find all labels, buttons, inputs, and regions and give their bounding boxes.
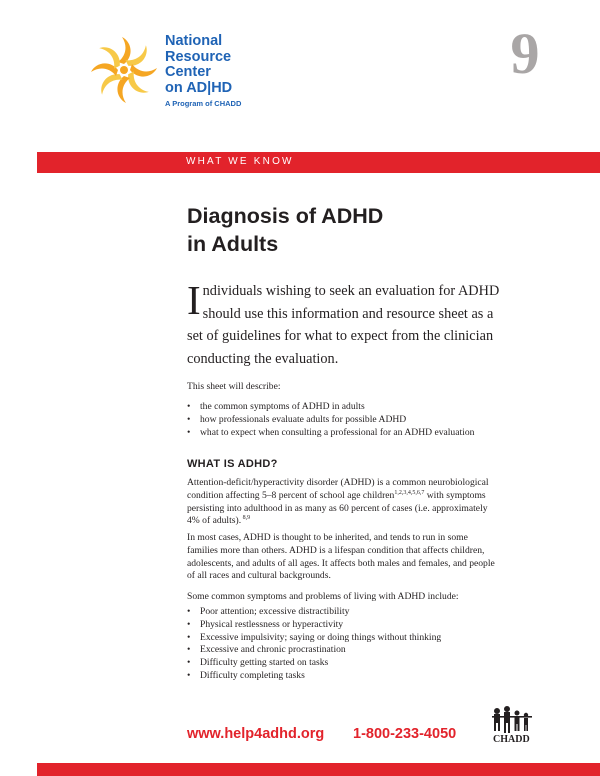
list-item: • Difficulty getting started on tasks: [187, 657, 441, 670]
logo-petal: [91, 63, 118, 76]
organization-name-line: on AD|HD: [165, 79, 233, 96]
paragraph-line: adolescents, and adults of all ages. It affects both males and females, and people: [187, 557, 495, 569]
list-item: • Excessive and chronic procrastination: [187, 644, 441, 657]
logo-petal: [117, 76, 130, 103]
list-item: • Poor attention; excessive distractibility: [187, 606, 441, 619]
paragraph-line: persisting into adulthood in as many as 60 percent of cases (i.e. approximately: [187, 502, 488, 514]
organization-tagline: A Program of CHADD: [165, 99, 242, 108]
paragraph-line: of all races and cultural backgrounds.: [187, 570, 331, 582]
list-item: • Physical restlessness or hyperactivity: [187, 619, 441, 632]
section-heading: WHAT IS ADHD?: [187, 458, 278, 470]
organization-name-line: National: [165, 33, 223, 49]
intro-line: ndividuals wishing to seek an evaluation for ADHD: [202, 283, 500, 299]
paragraph-inheritance: [187, 532, 495, 583]
logo-center: [120, 66, 128, 74]
intro-line: should use this information and resource sheet as a: [202, 305, 494, 322]
paragraph-text: with symptoms: [424, 489, 486, 501]
section-band: [37, 152, 600, 173]
paragraph-line: families more than others. ADHD is a lifespan condition that affects children,: [187, 544, 485, 556]
organization-name: [165, 34, 285, 96]
intro-line: conducting the evaluation.: [187, 350, 339, 367]
paragraph-line: [187, 515, 489, 528]
footer-bar: [37, 763, 600, 776]
list-item: • what to expect when consulting a professional for an ADHD evaluation: [187, 427, 474, 440]
page-title-line: in Adults: [187, 232, 279, 256]
paragraph-line: [187, 490, 489, 503]
section-band-label: WHAT WE KNOW: [186, 156, 294, 167]
list-item: • Difficulty completing tasks: [187, 670, 441, 683]
symptoms-list: [187, 606, 441, 683]
paragraph-text: condition affecting 5–8 percent of school age children: [187, 489, 395, 501]
drop-cap: I: [187, 277, 201, 323]
organization-name-line: Center: [165, 64, 211, 80]
sunburst-logo-icon: [88, 34, 160, 106]
chadd-family-logo-icon: [489, 706, 541, 748]
sheet-number: 9: [510, 21, 540, 86]
citation: 8,9: [241, 515, 251, 522]
paragraph-what-is-adhd: [187, 477, 489, 528]
describe-list: [187, 401, 474, 439]
organization-name-line: Resource: [165, 48, 232, 65]
describe-lead: This sheet will describe:: [187, 381, 281, 392]
intro-paragraph: [187, 277, 517, 370]
paragraph-text: 4% of adults).: [187, 515, 242, 527]
list-item: • the common symptoms of ADHD in adults: [187, 401, 474, 414]
logo-petal: [118, 37, 131, 64]
paragraph-symptoms-intro: Some common symptoms and problems of living with ADHD include:: [187, 591, 459, 602]
website-link[interactable]: www.help4adhd.org: [187, 726, 325, 742]
page-title-line: Diagnosis of ADHD: [187, 204, 384, 228]
phone-number: 1-800-233-4050: [353, 726, 457, 742]
paragraph-line: Attention-deficit/hyperactivity disorder (ADHD) is a common neurobiological: [187, 477, 489, 488]
chadd-logo-text: CHADD: [493, 734, 530, 745]
citation: 1,2,3,4,5,6,7: [394, 489, 425, 496]
list-item: • Excessive impulsivity; saying or doing things without thinking: [187, 632, 441, 645]
list-item: • how professionals evaluate adults for possible ADHD: [187, 414, 474, 427]
intro-line: set of guidelines for what to expect from the clinician: [187, 328, 494, 344]
logo-petal: [130, 64, 157, 77]
paragraph-line: In most cases, ADHD is thought to be inherited, and tends to run in some: [187, 532, 468, 543]
page-title: [187, 202, 487, 258]
